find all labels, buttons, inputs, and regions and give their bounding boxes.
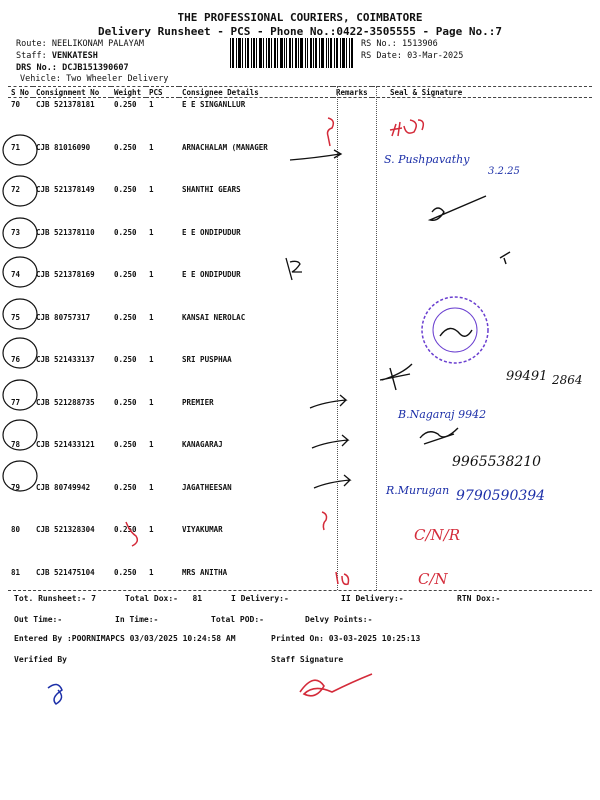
cell-seal-signature — [372, 481, 592, 524]
cell-pcs: 1 — [149, 270, 154, 279]
col-sno: S No — [8, 87, 33, 98]
cell-sno: 78 — [11, 440, 21, 449]
cell-sno: 77 — [11, 397, 21, 407]
svg-text:B.Nagaraj 9942: B.Nagaraj 9942 — [398, 408, 487, 421]
svg-text:9790590394: 9790590394 — [456, 488, 546, 504]
svg-text:99491: 99491 — [506, 369, 548, 384]
delvy-points: Delvy Points:- — [305, 615, 373, 624]
cell-consignment: CJB 521288735 — [36, 397, 95, 407]
cell-consignment: CJB 521328304 — [36, 525, 95, 534]
cell-pcs: 1 — [149, 525, 154, 534]
cell-consignment: CJB 521433137 — [36, 355, 95, 364]
cell-remarks — [333, 523, 372, 566]
cell-consignment: CJB 521378149 — [36, 185, 95, 194]
cell-consignment: CJB 521475104 — [36, 567, 95, 577]
cell-consignee: KANAGARAJ — [182, 440, 223, 449]
svg-text:3.2.25: 3.2.25 — [488, 166, 520, 177]
cell-consignment: CJB 521433121 — [36, 440, 95, 449]
cell-sno: 72 — [11, 185, 21, 194]
cell-weight: 0.250 — [114, 440, 137, 449]
vehicle-value: Two Wheeler Delivery — [66, 74, 169, 84]
cell-remarks — [333, 438, 372, 481]
i-delivery: I Delivery:- — [231, 594, 289, 603]
staff-signature-mark — [300, 674, 372, 696]
cell-weight: 0.250 — [114, 525, 137, 534]
col-pcs: PCS — [146, 87, 179, 98]
table-row — [8, 438, 592, 481]
table-row — [8, 396, 592, 439]
svg-text:9965538210: 9965538210 — [452, 454, 542, 470]
cell-consignee: E E ONDIPUDUR — [182, 270, 241, 279]
cell-consignee: MRS ANITHA — [182, 567, 228, 577]
route-line: Route: NEELIKONAM PALAYAM — [16, 39, 144, 49]
rs-date-line: RS Date: 03-Mar-2025 — [361, 51, 464, 61]
cell-consignee: ARNACHALAM (MANAGER — [182, 142, 268, 152]
table-row — [8, 98, 592, 141]
cell-weight: 0.250 — [114, 185, 137, 194]
cell-seal-signature — [372, 523, 592, 566]
cell-remarks — [333, 141, 372, 184]
out-time: Out Time:- — [14, 615, 63, 624]
cell-seal-signature — [372, 141, 592, 184]
signature-divider — [376, 86, 377, 590]
col-seal-signature: Seal & Signature — [372, 87, 592, 98]
cell-consignment: CJB 80757317 — [36, 312, 91, 322]
cell-seal-signature — [372, 226, 592, 269]
table-bottom-rule — [8, 590, 592, 591]
cell-weight: 0.250 — [114, 227, 137, 237]
cell-weight: 0.250 — [114, 482, 137, 492]
cell-seal-signature — [372, 396, 592, 439]
svg-text:C/N: C/N — [418, 570, 448, 588]
table-row — [8, 183, 592, 226]
cell-seal-signature — [372, 311, 592, 354]
cell-pcs: 1 — [149, 440, 154, 449]
cell-seal-signature — [372, 268, 592, 311]
drs-line: DRS No.: DCJB151390607 — [16, 63, 129, 73]
table-row — [8, 481, 592, 524]
route-value: NEELIKONAM PALAYAM — [51, 39, 144, 49]
rs-date-value: 03-Mar-2025 — [407, 51, 464, 61]
rs-no-line: RS No.: 1513906 — [361, 39, 438, 49]
table-header-row — [8, 87, 592, 98]
staff-signature-label: Staff Signature — [271, 655, 344, 664]
cell-sno: 73 — [11, 227, 21, 237]
cell-consignee: KANSAI NEROLAC — [182, 312, 246, 322]
cell-weight: 0.250 — [114, 355, 137, 364]
cell-consignee: PREMIER — [182, 397, 214, 407]
cell-weight: 0.250 — [114, 142, 137, 152]
staff-value: VENKATESH — [51, 51, 98, 61]
total-pod: Total POD:- — [211, 615, 264, 624]
cell-consignee: SRI PUSPHAA — [182, 355, 232, 364]
cell-consignee: VIYAKUMAR — [182, 525, 223, 534]
cell-sno: 74 — [11, 270, 21, 279]
cell-seal-signature — [372, 183, 592, 226]
runsheet-table — [8, 86, 592, 608]
cell-weight: 0.250 — [114, 312, 137, 322]
rs-no-value: 1513906 — [401, 39, 438, 49]
cell-sno: 79 — [11, 482, 21, 492]
cell-remarks — [333, 268, 372, 311]
cell-remarks — [333, 226, 372, 269]
cell-consignee: E E SINGANLLUR — [182, 100, 246, 109]
svg-text:2864: 2864 — [552, 373, 583, 387]
cell-consignment: CJB 521378110 — [36, 227, 95, 237]
cell-weight: 0.250 — [114, 397, 137, 407]
cell-consignee: E E ONDIPUDUR — [182, 227, 241, 237]
table-row — [8, 523, 592, 566]
runsheet-subtitle: Delivery Runsheet - PCS - Phone No.:0422-3505555 - Page No.:7 — [98, 25, 502, 38]
col-weight: Weight — [111, 87, 146, 98]
svg-text:R.Murugan: R.Murugan — [386, 484, 450, 497]
cell-remarks — [333, 396, 372, 439]
staff-line: Staff: VENKATESH — [16, 51, 98, 61]
cell-pcs: 1 — [149, 227, 154, 237]
cell-pcs: 1 — [149, 355, 154, 364]
rtn-dox: RTN Dox:- — [457, 594, 501, 603]
cell-pcs: 1 — [149, 482, 154, 492]
cell-pcs: 1 — [149, 397, 154, 407]
svg-text:S. Pushpavathy: S. Pushpavathy — [384, 153, 470, 166]
cell-weight: 0.250 — [114, 100, 137, 109]
barcode-image — [228, 38, 354, 68]
cell-remarks — [333, 353, 372, 396]
table-row — [8, 268, 592, 311]
cell-pcs: 1 — [149, 100, 154, 109]
table-row — [8, 226, 592, 269]
ii-delivery: II Delivery:- — [341, 594, 404, 603]
cell-sno: 81 — [11, 567, 21, 577]
col-consignment: Consignment No — [33, 87, 111, 98]
col-remarks: Remarks — [333, 87, 372, 98]
cell-pcs: 1 — [149, 567, 154, 577]
company-title: THE PROFESSIONAL COURIERS, COIMBATORE — [177, 11, 423, 24]
cell-sno: 75 — [11, 312, 21, 322]
cell-consignee: SHANTHI GEARS — [182, 185, 241, 194]
cell-pcs: 1 — [149, 185, 154, 194]
entered-by: Entered By :POORNIMAPCS 03/03/2025 10:24:58 AM — [14, 634, 236, 643]
cell-remarks — [333, 311, 372, 354]
cell-pcs: 1 — [149, 312, 154, 322]
cell-consignment: CJB 521378169 — [36, 270, 95, 279]
in-time: In Time:- — [115, 615, 159, 624]
cell-seal-signature — [372, 98, 592, 141]
cell-consignment: CJB 521378181 — [36, 100, 95, 109]
cell-remarks — [333, 481, 372, 524]
cell-weight: 0.250 — [114, 567, 137, 577]
cell-pcs: 1 — [149, 142, 154, 152]
cell-remarks — [333, 183, 372, 226]
cell-sno: 70 — [11, 100, 21, 109]
cell-seal-signature — [372, 353, 592, 396]
vehicle-line: Vehicle: Two Wheeler Delivery — [20, 74, 169, 84]
cell-consignment: CJB 81016090 — [36, 142, 91, 152]
verified-by-signature — [48, 684, 62, 704]
table-row — [8, 141, 592, 184]
table-row — [8, 353, 592, 396]
cell-weight: 0.250 — [114, 270, 137, 279]
cell-consignment: CJB 80749942 — [36, 482, 91, 492]
svg-text:C/N/R: C/N/R — [414, 526, 461, 544]
cell-seal-signature — [372, 438, 592, 481]
cell-consignee: JAGATHEESAN — [182, 482, 232, 492]
cell-remarks — [333, 98, 372, 141]
verified-by: Verified By — [14, 655, 67, 664]
cell-sno: 80 — [11, 525, 21, 534]
printed-on: Printed On: 03-03-2025 10:25:13 — [271, 634, 421, 643]
tot-runsheet: Tot. Runsheet:- 7 — [14, 594, 96, 603]
cell-sno: 71 — [11, 142, 21, 152]
cell-sno: 76 — [11, 355, 21, 364]
table-row — [8, 311, 592, 354]
remarks-divider — [337, 86, 338, 590]
drs-value: DCJB151390607 — [62, 63, 129, 73]
col-consignee: Consignee Details — [179, 87, 333, 98]
total-dox: Total Dox:- 81 — [125, 594, 203, 603]
